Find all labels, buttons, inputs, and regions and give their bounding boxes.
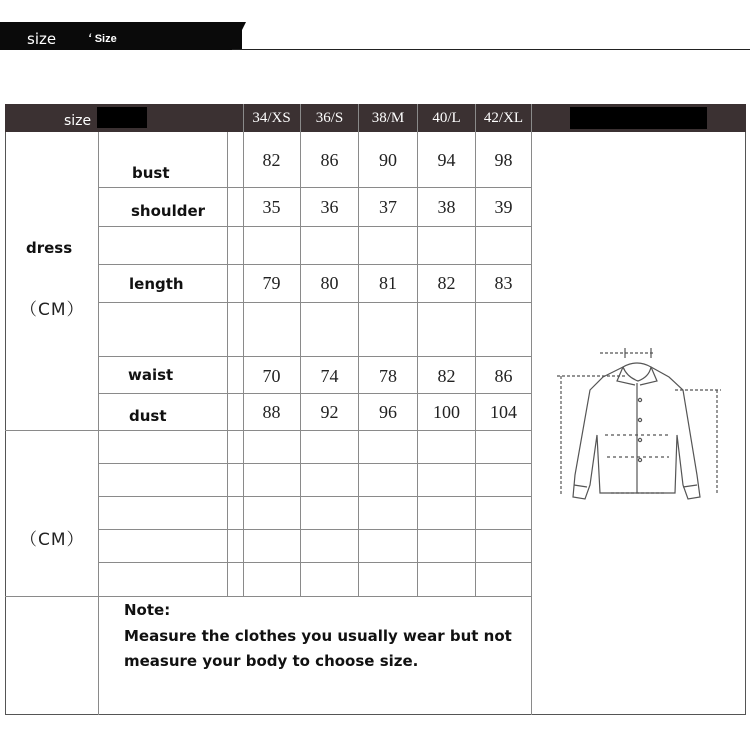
- value-cell: 79: [262, 273, 281, 293]
- value-cell: 82: [262, 150, 281, 170]
- value-cell: 83: [494, 273, 513, 293]
- grid-line: [300, 104, 301, 596]
- header-size-label: size: [64, 113, 92, 129]
- grid-line: [98, 132, 99, 715]
- header-redacted-box: [97, 107, 147, 128]
- value-cell: 86: [494, 366, 513, 386]
- size-col-header: 40/L: [432, 110, 461, 126]
- grid-line: [98, 302, 531, 303]
- banner-title: size: [27, 30, 57, 48]
- banner-subtitle: ʻ Size: [88, 31, 117, 45]
- header-redacted-box-right: [570, 107, 707, 129]
- grid-line: [98, 264, 531, 265]
- grid-line: [358, 104, 359, 596]
- value-cell: 35: [262, 197, 281, 217]
- value-cell: 70: [262, 366, 281, 386]
- value-cell: 90: [379, 150, 397, 170]
- size-col-header: 42/XL: [483, 110, 524, 126]
- row-label: shoulder: [131, 202, 206, 220]
- size-col-header: 36/S: [315, 110, 344, 126]
- value-cell: 92: [320, 402, 339, 422]
- grid-line: [98, 187, 531, 188]
- row-label: length: [129, 275, 184, 293]
- value-cell: 36: [320, 197, 339, 217]
- banner-corner: [232, 22, 246, 50]
- unit-label: （CM）: [20, 530, 85, 550]
- grid-line: [5, 596, 531, 597]
- size-col-header: 38/M: [371, 110, 405, 126]
- value-cell: 88: [262, 402, 281, 422]
- value-cell: 100: [433, 402, 460, 422]
- value-cell: 94: [437, 150, 456, 170]
- row-label: dust: [129, 407, 167, 425]
- grid-line: [98, 463, 531, 464]
- grid-line: [98, 529, 531, 530]
- value-cell: 74: [320, 366, 339, 386]
- value-cell: 39: [494, 197, 513, 217]
- banner-rule: [232, 49, 750, 50]
- note-line: measure your body to choose size.: [124, 652, 419, 670]
- row-label: bust: [132, 164, 170, 182]
- value-cell: 37: [379, 197, 397, 217]
- grid-line: [98, 393, 531, 394]
- value-cell: 82: [437, 273, 456, 293]
- shirt-measurement-diagram-icon: [545, 345, 725, 510]
- grid-line: [98, 356, 531, 357]
- grid-line: [5, 430, 531, 431]
- grid-line: [243, 104, 244, 596]
- grid-line: [98, 496, 531, 497]
- value-cell: 98: [494, 150, 513, 170]
- unit-label: （CM）: [20, 300, 85, 320]
- value-cell: 38: [437, 197, 456, 217]
- value-cell: 78: [379, 366, 397, 386]
- value-cell: 86: [320, 150, 339, 170]
- note-line: Measure the clothes you usually wear but not: [124, 627, 512, 645]
- value-cell: 96: [379, 402, 397, 422]
- grid-line: [531, 104, 532, 715]
- value-cell: 81: [379, 273, 397, 293]
- row-label: waist: [128, 366, 174, 384]
- group-label: dress: [26, 239, 73, 257]
- grid-line: [98, 562, 531, 563]
- size-col-header: 34/XS: [252, 110, 291, 126]
- grid-line: [227, 132, 228, 596]
- grid-line: [98, 226, 531, 227]
- value-cell: 82: [437, 366, 456, 386]
- note-title: Note:: [124, 601, 171, 619]
- grid-line: [417, 104, 418, 596]
- value-cell: 104: [490, 402, 517, 422]
- value-cell: 80: [320, 273, 339, 293]
- grid-line: [475, 104, 476, 596]
